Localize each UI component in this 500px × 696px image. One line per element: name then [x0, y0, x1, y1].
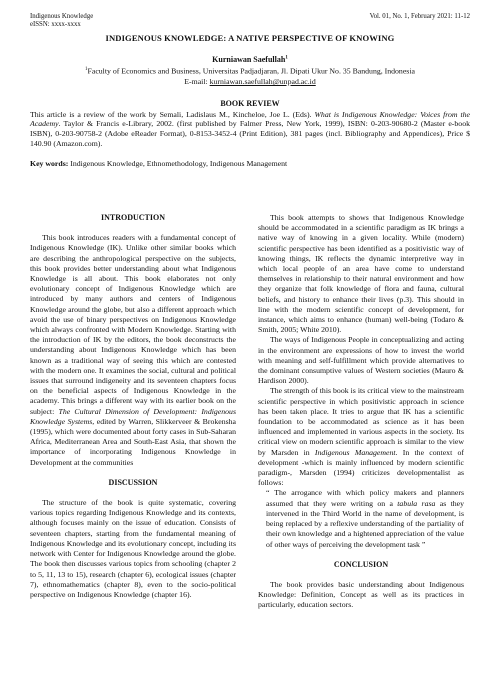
author-sup: 1	[285, 55, 288, 61]
intro-italic: The Cultural Dimension of Development: Indigenous Knowledge Systems	[30, 406, 236, 426]
rp3-text-a: The strength of this book is its critical view to the mainstream scientific perspective in which positivistic approach in science has been taken place. It tries to argue that IK has a scientific foundation to be accommodated as science as it has been influenced and implemented in various aspects in the society. Its critical view on modern scientific approach is similar to the view by Marsden in	[258, 386, 464, 457]
email-line	[30, 77, 470, 87]
conclusion-heading: CONCLUSION	[333, 559, 389, 569]
discussion-heading: DISCUSSION	[108, 477, 158, 487]
book-review-text-a: This article is a review of the work by Semali, Ladislaus M., Kincheloe, Joe L. (Eds).	[30, 109, 315, 119]
affiliation-text: Faculty of Economics and Business, Universitas Padjadjaran, Jl. Dipati Ukur No. 35 Bandung, Indonesia	[87, 66, 415, 76]
issn: eISSN: xxxx-xxxx	[30, 21, 81, 28]
page	[30, 13, 470, 610]
intro-text-b: , edited by Warren, Slikkerveer & Brokensha (1995), which were documented about forty cases in Sub-Saharan Africa, Mediterranean Area and South-East Asia, that shown the importance of incorporating Indigenous Knowledge in Development at the communities	[30, 416, 236, 467]
quote-text-a: “ The arrogance with which policy makers and planners assumed that they were writing on a	[266, 488, 464, 508]
right-column	[258, 213, 464, 611]
right-paragraph-3	[258, 386, 464, 488]
two-column-body	[30, 213, 470, 693]
keywords-label: Key words:	[30, 158, 69, 168]
affiliation	[30, 65, 470, 76]
keywords-text: Indigenous Knowledge, Ethnomethodology, Indigenous Management	[68, 158, 288, 168]
book-review-text	[30, 110, 470, 149]
quote-text-b: as they intervened in the Third World in the name of development, is being replaced by a reflexive understanding of the partiality of their own knowledge and a hightened appreciation of the value of other ways of perceiving the development task ”	[266, 498, 464, 549]
introduction-heading: INTRODUCTION	[100, 213, 165, 222]
rp3-italic: Indigenous Management	[314, 447, 396, 457]
book-review-heading: BOOK REVIEW	[220, 98, 280, 108]
left-column	[30, 213, 236, 600]
block-quote	[258, 488, 464, 549]
article-title: INDIGENOUS KNOWLEDGE: A NATIVE PERSPECTIVE OF KNOWING	[105, 33, 395, 43]
quote-italic: tabula rasa	[397, 498, 436, 508]
introduction-paragraph	[30, 233, 236, 468]
header-left	[30, 13, 93, 29]
intro-text-a: This book introduces readers with a fundamental concept of Indigenous Knowledge (IK). Unlike other similar books which are describing the anthropological perspective on the subjects, this book provides better understanding about what Indigenous Knowledge is all about. This book elaborates not only evolutionary concept of Indigenous Knowledge which are introduced by many authors and centers of Indigenous Knowledge around the globe, but also a different approach which avoid the use of binary perspectives on Indigenous Knowledge which always confronted with Modern Knowledge. Starting with the introduction of IK by the editors, the book deconstructs the understanding about Indigenous Knowledge which has been known as a traditional way of seeing this which are contested with the modern one. It examines the social, cultural and political issues that surround indigeneity and its seventeen chapters focus on the beneficial aspects of Indigenous Knowledge in the academy. This brings a different way with its earlier book on the subject:	[30, 233, 236, 416]
email-label: E-mail:	[184, 77, 210, 87]
right-paragraph-2: The ways of Indigenous People in conceptualizing and acting in the environment are expressions of how to invest the world with meaning and self-fulfillment which provide alternatives to the dominant consumptive values of Western societies (Mauro & Hardison 2000).	[258, 335, 464, 386]
conclusion-paragraph: The book provides basic understanding about Indigenous Knowledge: Definition, Concept as well as its practices in particularly, education sectors.	[258, 579, 464, 610]
keywords	[30, 159, 470, 168]
affiliation-sup: 1	[85, 67, 88, 72]
author-name: Kurniawan Saefullah	[212, 55, 286, 64]
book-title: What is Indigenous Knowledge: Voices from the Academy	[30, 109, 470, 129]
discussion-paragraph: The structure of the book is quite systematic, covering various topics regarding Indigenous Knowledge and its contexts, although focuses mainly on the issue of education. Consists of seventeen chapters, starting from the fundamental meaning of Indigenous Knowledge and its evolutionary concept, including its network with Center for Indigenous Knowledge around the globe. The book then discusses various topics from schooling (chapter 2 to 5, 11, 13 to 15), research (chapter 6), ecological issues (chapter 7), ethnomathematics (chapter 8), even to the socio-political perspective on Indigenous Knowledge (chapter 16).	[30, 498, 236, 599]
author-line	[30, 55, 470, 64]
journal-name: Indigenous Knowledge	[30, 13, 94, 20]
right-paragraph-1: This book attempts to shows that Indigenous Knowledge should be accommodated in a scientific paradigm as IK brings a native way of knowing in a given locality. While (modern) scientific perspective has been identified as a positivistic way of knowing things, IK reflects the dynamic interpretive way in which local people of an area have come to understand themselves in relationship to their natural environment and how they organize that folk knowledge of flora and fauna, cultural beliefs, and history to enhance their lives (p.3). This should in line with the modern scientific concept of development, for instance, which aims to enhance (human) well-being (Todaro & Smith, 2005; White 2010).	[258, 213, 464, 335]
email-link[interactable]: kurniawan.saefullah@unpad.ac.id	[209, 77, 316, 87]
book-review-text-b: . Taylor & Francis e-Library, 2002. (first published by Falmer Press, New York, 1999), ISBN: 0-203-90680-2 (Master e-book ISBN), 0-203-90758-2 (Adobe eReader Format), 0-8153-3452-4 (Print Edition), 381 pages (incl. Bibliography and Appendices), Price $ 140.90 (Amazon.com).	[30, 119, 470, 148]
volume-info: Vol. 01, No. 1, February 2021: 11-12	[369, 13, 470, 20]
running-header	[30, 13, 470, 35]
rp3-text-b: . In the context of development -which is mainly influenced by modern scientific paradigm-, Marsden (1994) criticizes developmentalist as follows:	[258, 447, 464, 488]
